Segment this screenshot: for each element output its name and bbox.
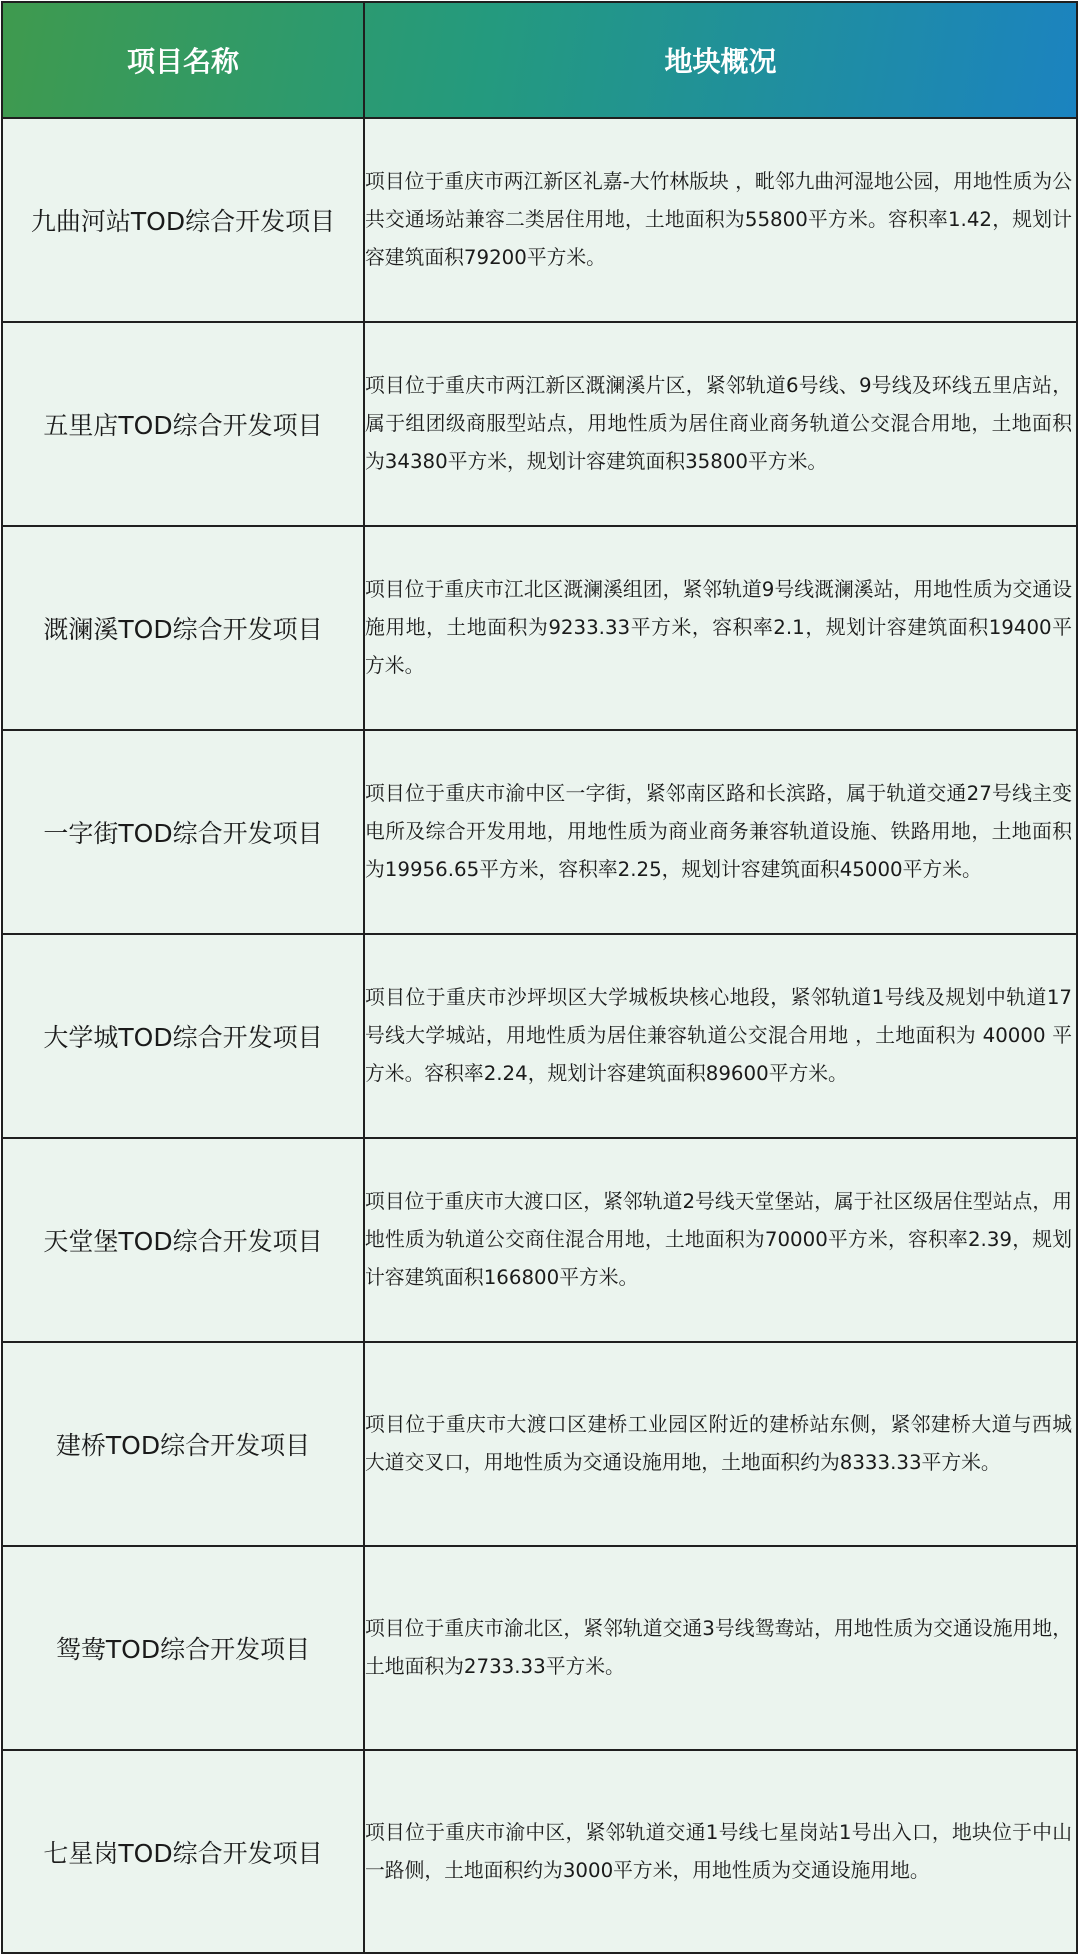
table-row	[3, 323, 1076, 527]
site-overview-cell	[365, 527, 1076, 729]
site-overview-text: 项目位于重庆市沙坪坝区大学城板块核心地段，紧邻轨道1号线及规划中轨道17号线大学城站，用地性质为居住兼容轨道公交混合用地 ，土地面积为 40000 平方米。容积率2.24，规划计容建筑面积89600平方米。	[365, 986, 1072, 1085]
table-row	[3, 1139, 1076, 1343]
column-divider	[363, 3, 365, 1952]
site-overview-text: 项目位于重庆市两江新区溉澜溪片区，紧邻轨道6号线、9号线及环线五里店站，属于组团级商服型站点，用地性质为居住商业商务轨道公交混合用地，土地面积为34380平方米，规划计容建筑面积35800平方米。	[365, 374, 1072, 473]
site-overview-cell	[365, 323, 1076, 525]
site-overview-cell	[365, 1343, 1076, 1545]
site-overview-text: 项目位于重庆市渝中区一字街，紧邻南区路和长滨路，属于轨道交通27号线主变电所及综合开发用地，用地性质为商业商务兼容轨道设施、铁路用地，土地面积为19956.65平方米，容积率2.25，规划计容建筑面积45000平方米。	[365, 782, 1072, 881]
project-name-cell: 天堂堡TOD综合开发项目	[43, 1227, 323, 1256]
table-row	[3, 935, 1076, 1139]
project-name-cell: 溉澜溪TOD综合开发项目	[43, 615, 323, 644]
table-row	[3, 1343, 1076, 1547]
project-name-cell: 鸳鸯TOD综合开发项目	[55, 1635, 311, 1664]
project-name-cell: 五里店TOD综合开发项目	[43, 411, 323, 440]
table-row	[3, 527, 1076, 731]
table-row	[3, 119, 1076, 323]
header-project-name: 项目名称	[126, 45, 239, 78]
site-overview-cell	[365, 935, 1076, 1137]
table-row	[3, 731, 1076, 935]
site-overview-text: 项目位于重庆市渝中区，紧邻轨道交通1号线七星岗站1号出入口，地块位于中山一路侧，土地面积约为3000平方米，用地性质为交通设施用地。	[365, 1820, 1072, 1882]
project-name-cell: 建桥TOD综合开发项目	[55, 1431, 311, 1460]
table-row	[3, 1547, 1076, 1751]
site-overview-text: 项目位于重庆市大渡口区建桥工业园区附近的建桥站东侧，紧邻建桥大道与西城大道交叉口，用地性质为交通设施用地，土地面积约为8333.33平方米。	[365, 1413, 1072, 1474]
project-name-cell: 九曲河站TOD综合开发项目	[30, 207, 336, 236]
site-overview-text: 项目位于重庆市两江新区礼嘉-大竹林版块 ，毗邻九曲河湿地公园，用地性质为公共交通场站兼容二类居住用地，土地面积为55800平方米。容积率1.42，规划计容建筑面积79200平方米。	[365, 170, 1072, 269]
site-overview-cell	[365, 731, 1076, 933]
project-name-cell: 一字街TOD综合开发项目	[43, 819, 323, 848]
site-overview-text: 项目位于重庆市大渡口区，紧邻轨道2号线天堂堡站，属于社区级居住型站点，用地性质为轨道公交商住混合用地，土地面积为70000平方米，容积率2.39，规划计容建筑面积166800平方米。	[365, 1190, 1072, 1289]
project-name-cell: 大学城TOD综合开发项目	[43, 1023, 323, 1052]
site-overview-cell	[365, 1751, 1076, 1952]
site-overview-cell	[365, 1547, 1076, 1749]
header-site-overview: 地块概况	[664, 45, 777, 78]
project-name-cell: 七星岗TOD综合开发项目	[43, 1838, 323, 1868]
site-overview-text: 项目位于重庆市渝北区，紧邻轨道交通3号线鸳鸯站，用地性质为交通设施用地，土地面积为2733.33平方米。	[365, 1617, 1072, 1678]
projects-table	[1, 1, 1078, 1954]
site-overview-cell	[365, 119, 1076, 321]
table-row	[3, 1751, 1076, 1952]
site-overview-text: 项目位于重庆市江北区溉澜溪组团，紧邻轨道9号线溉澜溪站，用地性质为交通设施用地，土地面积为9233.33平方米，容积率2.1，规划计容建筑面积19400平方米。	[365, 578, 1072, 677]
site-overview-cell	[365, 1139, 1076, 1341]
table-header	[3, 3, 1076, 119]
